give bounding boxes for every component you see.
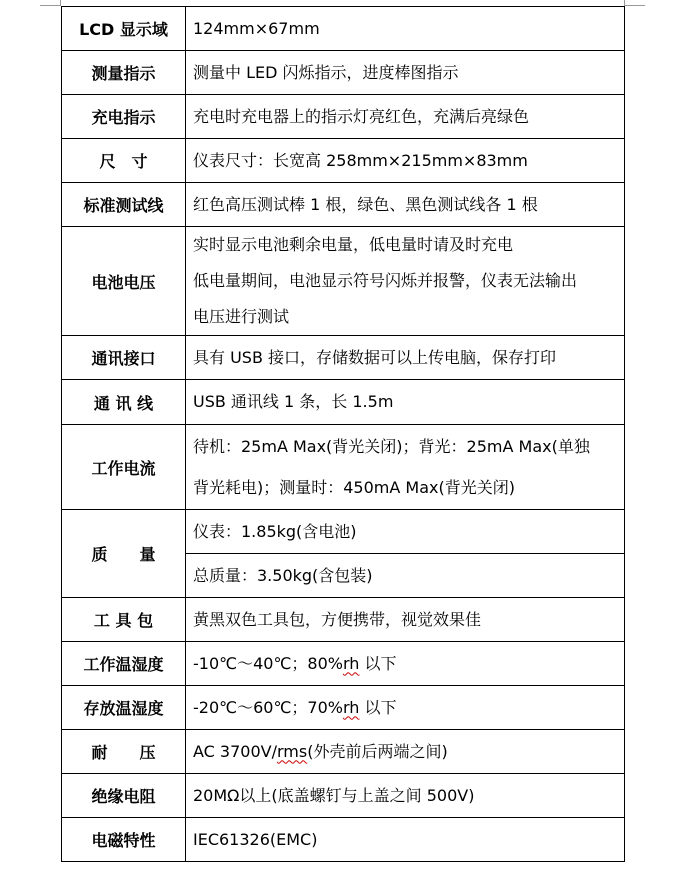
corner-crop-mark bbox=[625, 5, 645, 6]
row-value: 红色高压测试棒 1 根，绿色、黑色测试线各 1 根 bbox=[186, 183, 625, 227]
row-value: 测量中 LED 闪烁指示，进度棒图指示 bbox=[186, 51, 625, 95]
row-label: 工 具 包 bbox=[62, 598, 186, 642]
value-text-spellcheck: rms bbox=[276, 741, 308, 761]
table-row bbox=[62, 51, 625, 95]
row-label: 存放温湿度 bbox=[62, 686, 186, 730]
value-text: -10℃～40℃；80% bbox=[193, 653, 343, 673]
value-line: 背光耗电)；测量时：450mA Max(背光关闭) bbox=[193, 478, 515, 497]
value-line: 待机：25mA Max(背光关闭)；背光：25mA Max(单独 bbox=[193, 437, 590, 456]
table-row bbox=[62, 380, 625, 425]
table-row bbox=[62, 686, 625, 730]
row-value bbox=[186, 425, 625, 510]
row-value: 124mm×67mm bbox=[186, 7, 625, 51]
value-text: 以下 bbox=[359, 697, 397, 717]
table-row bbox=[62, 183, 625, 227]
table-row bbox=[62, 818, 625, 862]
spec-table bbox=[61, 6, 625, 862]
table-row bbox=[62, 774, 625, 818]
row-label: 充电指示 bbox=[62, 95, 186, 139]
row-label: 工作电流 bbox=[62, 425, 186, 510]
corner-crop-mark bbox=[40, 5, 60, 6]
row-value: 仪表尺寸：长宽高 258mm×215mm×83mm bbox=[186, 139, 625, 183]
row-label: 耐 压 bbox=[62, 730, 186, 774]
row-label: 标准测试线 bbox=[62, 183, 186, 227]
table-row bbox=[62, 642, 625, 686]
table-row bbox=[62, 95, 625, 139]
row-value: 黄黑双色工具包，方便携带，视觉效果佳 bbox=[186, 598, 625, 642]
row-label: 工作温湿度 bbox=[62, 642, 186, 686]
row-value: USB 通讯线 1 条，长 1.5m bbox=[186, 380, 625, 425]
row-label: 通讯接口 bbox=[62, 336, 186, 380]
table-row bbox=[62, 425, 625, 510]
row-label: 质 量 bbox=[62, 510, 186, 598]
value-line: 低电量期间，电池显示符号闪烁并报警，仪表无法输出 bbox=[193, 271, 578, 290]
table-row bbox=[62, 730, 625, 774]
row-value: IEC61326(EMC) bbox=[186, 818, 625, 862]
value-text: AC 3700V/ bbox=[193, 741, 277, 761]
row-label: 尺 寸 bbox=[62, 139, 186, 183]
value-text: -20℃～60℃；70% bbox=[193, 697, 343, 717]
table-row bbox=[62, 510, 625, 554]
value-text-spellcheck: rh bbox=[343, 653, 360, 673]
table-row bbox=[62, 336, 625, 380]
table-row bbox=[62, 7, 625, 51]
row-value: 具有 USB 接口，存储数据可以上传电脑，保存打印 bbox=[186, 336, 625, 380]
row-value bbox=[186, 686, 625, 730]
row-value bbox=[186, 730, 625, 774]
row-label: 绝缘电阻 bbox=[62, 774, 186, 818]
value-text-spellcheck: rh bbox=[343, 697, 360, 717]
table-row bbox=[62, 139, 625, 183]
table-row bbox=[62, 227, 625, 336]
row-value: 总质量：3.50kg(含包装) bbox=[186, 554, 625, 598]
row-value bbox=[186, 642, 625, 686]
row-value: 仪表：1.85kg(含电池) bbox=[186, 510, 625, 554]
row-label: 测量指示 bbox=[62, 51, 186, 95]
row-label: LCD 显示域 bbox=[62, 7, 186, 51]
row-value: 充电时充电器上的指示灯亮红色，充满后亮绿色 bbox=[186, 95, 625, 139]
row-label: 通 讯 线 bbox=[62, 380, 186, 425]
value-text: 以下 bbox=[359, 653, 397, 673]
row-label: 电池电压 bbox=[62, 227, 186, 336]
value-line: 实时显示电池剩余电量，低电量时请及时充电 bbox=[193, 235, 514, 254]
value-line: 电压进行测试 bbox=[193, 307, 290, 326]
table-row bbox=[62, 598, 625, 642]
row-label: 电磁特性 bbox=[62, 818, 186, 862]
row-value: 20MΩ以上(底盖螺钉与上盖之间 500V) bbox=[186, 774, 625, 818]
row-value bbox=[186, 227, 625, 336]
value-text: (外壳前后两端之间) bbox=[307, 741, 448, 761]
